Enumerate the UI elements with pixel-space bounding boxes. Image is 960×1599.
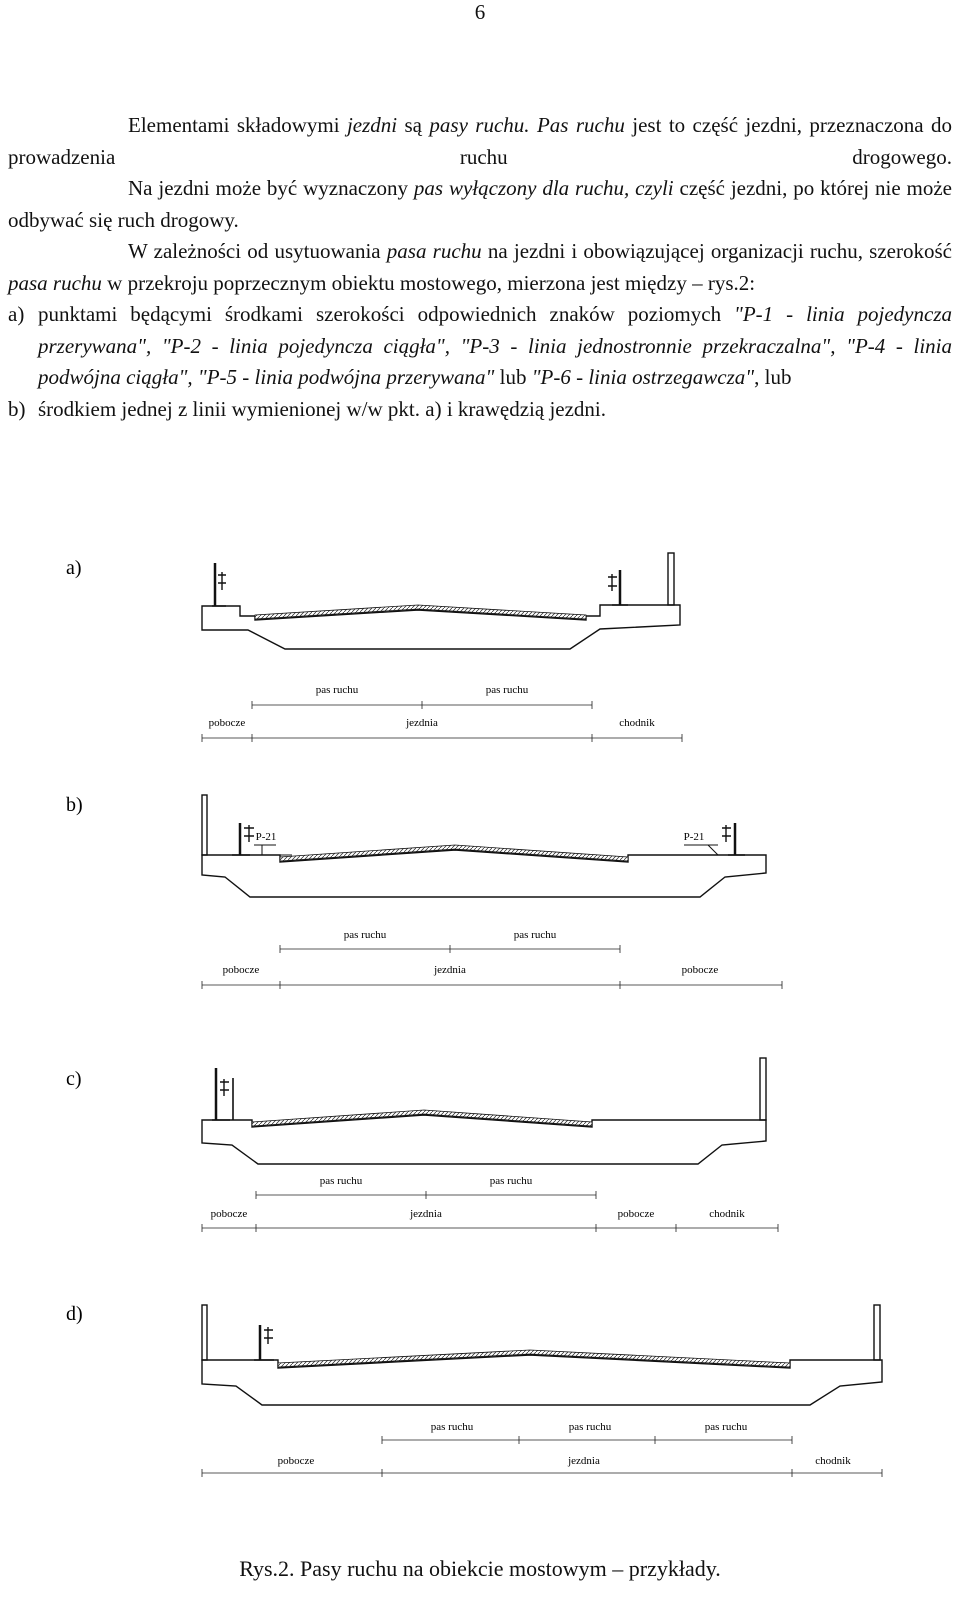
bridge-deck-drawing — [202, 553, 680, 649]
lane-label: pas ruchu — [568, 1421, 612, 1433]
bridge-deck-drawing — [202, 1058, 766, 1164]
text-run: Na jezdni może być wyznaczony — [128, 176, 414, 200]
text-run: część jezdni, po której nie może odbywać się ruch drogowy. — [8, 176, 952, 232]
dimension-lines — [202, 701, 682, 742]
section-a — [66, 553, 682, 742]
text-run: pasa ruchu — [386, 239, 482, 263]
dimension-labels — [278, 1421, 852, 1467]
paragraph-1 — [8, 110, 952, 173]
sidewalk-label: chodnik — [709, 1208, 745, 1220]
section-label: a) — [66, 557, 82, 579]
shoulder-label: pobocze — [210, 1208, 248, 1220]
page-number: 6 — [474, 0, 486, 24]
text-run: pasy ruchu. — [429, 113, 530, 137]
figure-caption: Rys.2. Pasy ruchu na obiekcie mostowym – przykłady. — [239, 1556, 721, 1581]
shoulder-label: pobocze — [277, 1455, 315, 1467]
shoulder-label: pobocze — [681, 964, 719, 976]
text-run: na jezdni i obowiązującej organizacji ruchu, szerokość — [481, 239, 952, 263]
lane-label: pas ruchu — [343, 929, 387, 941]
lane-label: pas ruchu — [430, 1421, 474, 1433]
dimension-labels — [209, 684, 656, 729]
dimension-labels — [211, 1175, 746, 1220]
lane-label: pas ruchu — [704, 1421, 748, 1433]
lane-label: pas ruchu — [319, 1175, 363, 1187]
text-run: "P-6 - linia ostrzegawcza" — [531, 365, 755, 389]
sidewalk-label: chodnik — [815, 1455, 851, 1467]
text-run: punktami będącymi środkami szerokości odpowiednich znaków poziomych — [38, 302, 735, 326]
text-run: , lub — [754, 365, 792, 389]
paragraph-2 — [8, 173, 952, 236]
text-run: pasa ruchu — [8, 270, 102, 295]
section-label: c) — [66, 1068, 82, 1090]
sign-label: P-21 — [683, 831, 705, 843]
text-run: "P-1 - linia pojedyncza przerywana", "P-2 - linia pojedyncza ciągła", "P-3 - linia jednostronnie przekraczalna", "P-4 - linia podwójna ciągła", "P-5 - linia podwójna przerywana" — [38, 302, 953, 389]
text-run: Elementami składowymi — [128, 113, 347, 137]
text-run: W zależności od usytuowania — [128, 239, 387, 263]
lane-label: pas ruchu — [489, 1175, 533, 1187]
list-marker: b) — [8, 396, 26, 421]
list-item-body: środkiem jednej z linii wymienionej w/w pkt. a) i krawędzią jezdni. — [38, 396, 607, 421]
bridge-deck-drawing — [202, 795, 766, 897]
text-run: pas wyłączony dla ruchu, czyli — [413, 176, 674, 200]
list-item-b — [8, 394, 952, 426]
list-marker: a) — [8, 302, 25, 326]
section-b — [66, 794, 782, 989]
dimension-lines — [202, 1191, 778, 1232]
section-label: b) — [66, 794, 83, 816]
section-c — [66, 1058, 778, 1232]
lane-label: pas ruchu — [485, 684, 529, 696]
paragraph-3 — [8, 236, 952, 299]
roadway-label: jezdnia — [406, 717, 438, 729]
text-run: jest to część jezdni, przeznaczona do prowadzenia ruchu drogowego. — [8, 113, 953, 169]
bridge-deck-drawing — [202, 1305, 882, 1405]
bridge-cross-section-figure — [0, 540, 960, 1540]
lane-label: pas ruchu — [513, 929, 557, 941]
list-item-body — [38, 299, 952, 394]
text-run: jezdni — [346, 113, 398, 137]
sign-label: P-21 — [255, 831, 277, 843]
text-run: są — [397, 113, 430, 137]
dimension-labels — [223, 831, 719, 976]
roadway-label: jezdnia — [568, 1455, 600, 1467]
shoulder-label: pobocze — [617, 1208, 655, 1220]
sidewalk-label: chodnik — [619, 717, 655, 729]
text-run: Pas ruchu — [536, 113, 625, 137]
roadway-label: jezdnia — [434, 964, 466, 976]
shoulder-label: pobocze — [222, 964, 260, 976]
body-text — [8, 110, 952, 425]
lane-label: pas ruchu — [315, 684, 359, 696]
shoulder-label: pobocze — [208, 717, 246, 729]
section-d — [66, 1303, 882, 1477]
text-run: w przekroju poprzecznym obiektu mostowego, mierzona jest między – rys.2: — [101, 270, 756, 295]
section-label: d) — [66, 1303, 83, 1325]
roadway-label: jezdnia — [410, 1208, 442, 1220]
list-item-a — [8, 299, 952, 394]
text-run: lub — [494, 365, 532, 389]
text-run — [530, 113, 537, 137]
